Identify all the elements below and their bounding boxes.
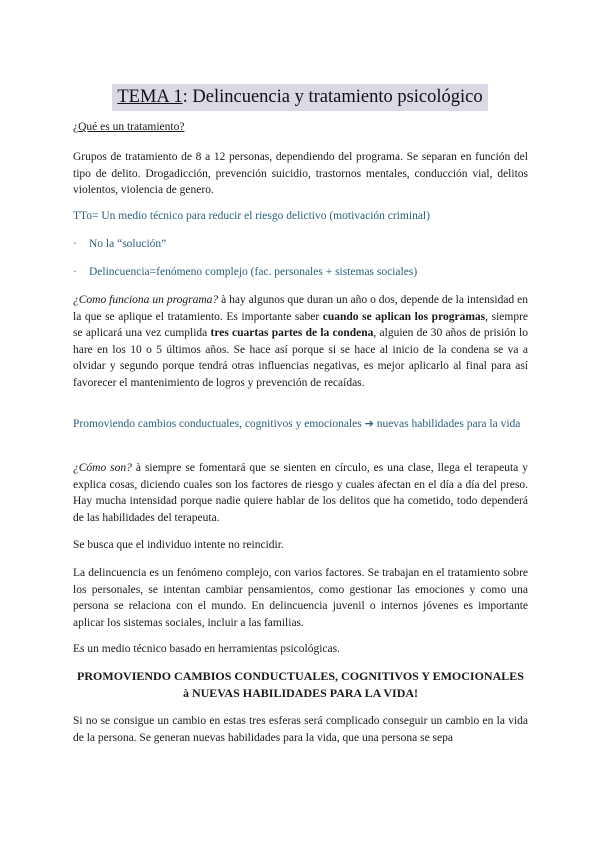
title-tema: TEMA 1 <box>117 87 183 107</box>
bullet-marker: · <box>73 238 77 250</box>
paragraph-complex-phenomenon: La delincuencia es un fenómeno complejo, con varios factores. Se trabajan en el tratamiento sobre los personales, se intentan cambiar pensamientos, como gestionar las emociones y como una persona se relaciona con el mundo. En delincuencia juvenil o internos jóvenes es importante aplicar los sistemas sociales, incluir a las familias. <box>73 567 528 629</box>
page-title <box>112 84 487 111</box>
question-how-are: ¿Cómo son? <box>73 462 132 474</box>
arrow-right-icon: ➔ <box>364 417 374 430</box>
p2-text-2: , siempre se aplicará una vez cumplida <box>73 310 529 339</box>
bullet-text: Delincuencia=fenómeno complejo (fac. personales + sistemas sociales) <box>89 266 418 278</box>
title-rest: : Delincuencia y tratamiento psicológico <box>182 87 483 107</box>
bold-when-applied: cuando se aplican los programas <box>322 310 486 323</box>
title-container <box>0 84 600 111</box>
p2-text-1: à hay algunos que duran un año o dos, depende de la intensidad en la que se aplique el tratamiento. Es importante saber <box>73 294 528 323</box>
bold-three-quarters: tres cuartas partes de la condena <box>210 327 374 339</box>
promo-text: Promoviendo cambios conductuales, cognitivos y emocionales <box>73 418 362 430</box>
section-heading <box>73 668 528 702</box>
promo-line <box>73 416 528 433</box>
bullet-marker: · <box>73 266 77 278</box>
paragraph-groups: Grupos de tratamiento de 8 a 12 personas, dependiendo del programa. Se separan en función del tipo de delito. Drogadicción, prevención suicidio, trastornos mentales, conducción vial, delitos violentos, violencia de genero. <box>73 151 528 196</box>
p3-text: à siempre se fomentará que se sienten en círculo, es una clase, llega el terapeuta y explica cosas, diciendo cuales son los factores de riesgo y cuales afectan en el día a día del preso. Hay mucha intensidad porque nadie quiere hablar de los delitos que ha cometido, todo dependerá de las habilidades del terapeuta. <box>73 462 528 524</box>
question-what-is-treatment: ¿Qué es un tratamiento? <box>73 121 185 133</box>
paragraph-how-are-they <box>73 460 528 526</box>
tto-definition: TTo= Un medio técnico para reducir el riesgo delictivo (motivación criminal) <box>73 210 430 222</box>
question-how-program: ¿Como funciona un programa? <box>73 294 219 306</box>
bullet-item <box>73 264 528 281</box>
p2-text-3: , alguien de 30 años de prisión lo hare en los 10 o 5 últimos años. Se hace así porque si se hace al inicio de la condena se va a olvidar y segundo porque tendrá otras influencias negativas, es mejor aplicarlo al final para así favorecer el mantenimiento de logros y prevención de recaídas. <box>73 327 528 389</box>
paragraph-technical-means: Es un medio técnico basado en herramientas psicológicas. <box>73 643 340 655</box>
promo-rest: nuevas habilidades para la vida <box>373 418 521 430</box>
heading-line-1: PROMOVIENDO CAMBIOS CONDUCTUALES, COGNITIVOS Y EMOCIONALES <box>77 669 524 683</box>
bullet-text: No la “solución” <box>89 238 167 250</box>
paragraph-three-spheres: Si no se consigue un cambio en estas tres esferas será complicado conseguir un cambio en la vida de la persona. Se generan nuevas habilidades para la vida, que una persona se sepa <box>73 715 528 744</box>
paragraph-reincidence: Se busca que el individuo intente no reincidir. <box>73 539 284 551</box>
paragraph-how-program-works <box>73 292 528 391</box>
bullet-item <box>73 236 528 253</box>
heading-line-2: à NUEVAS HABILIDADES PARA LA VIDA! <box>182 686 419 700</box>
